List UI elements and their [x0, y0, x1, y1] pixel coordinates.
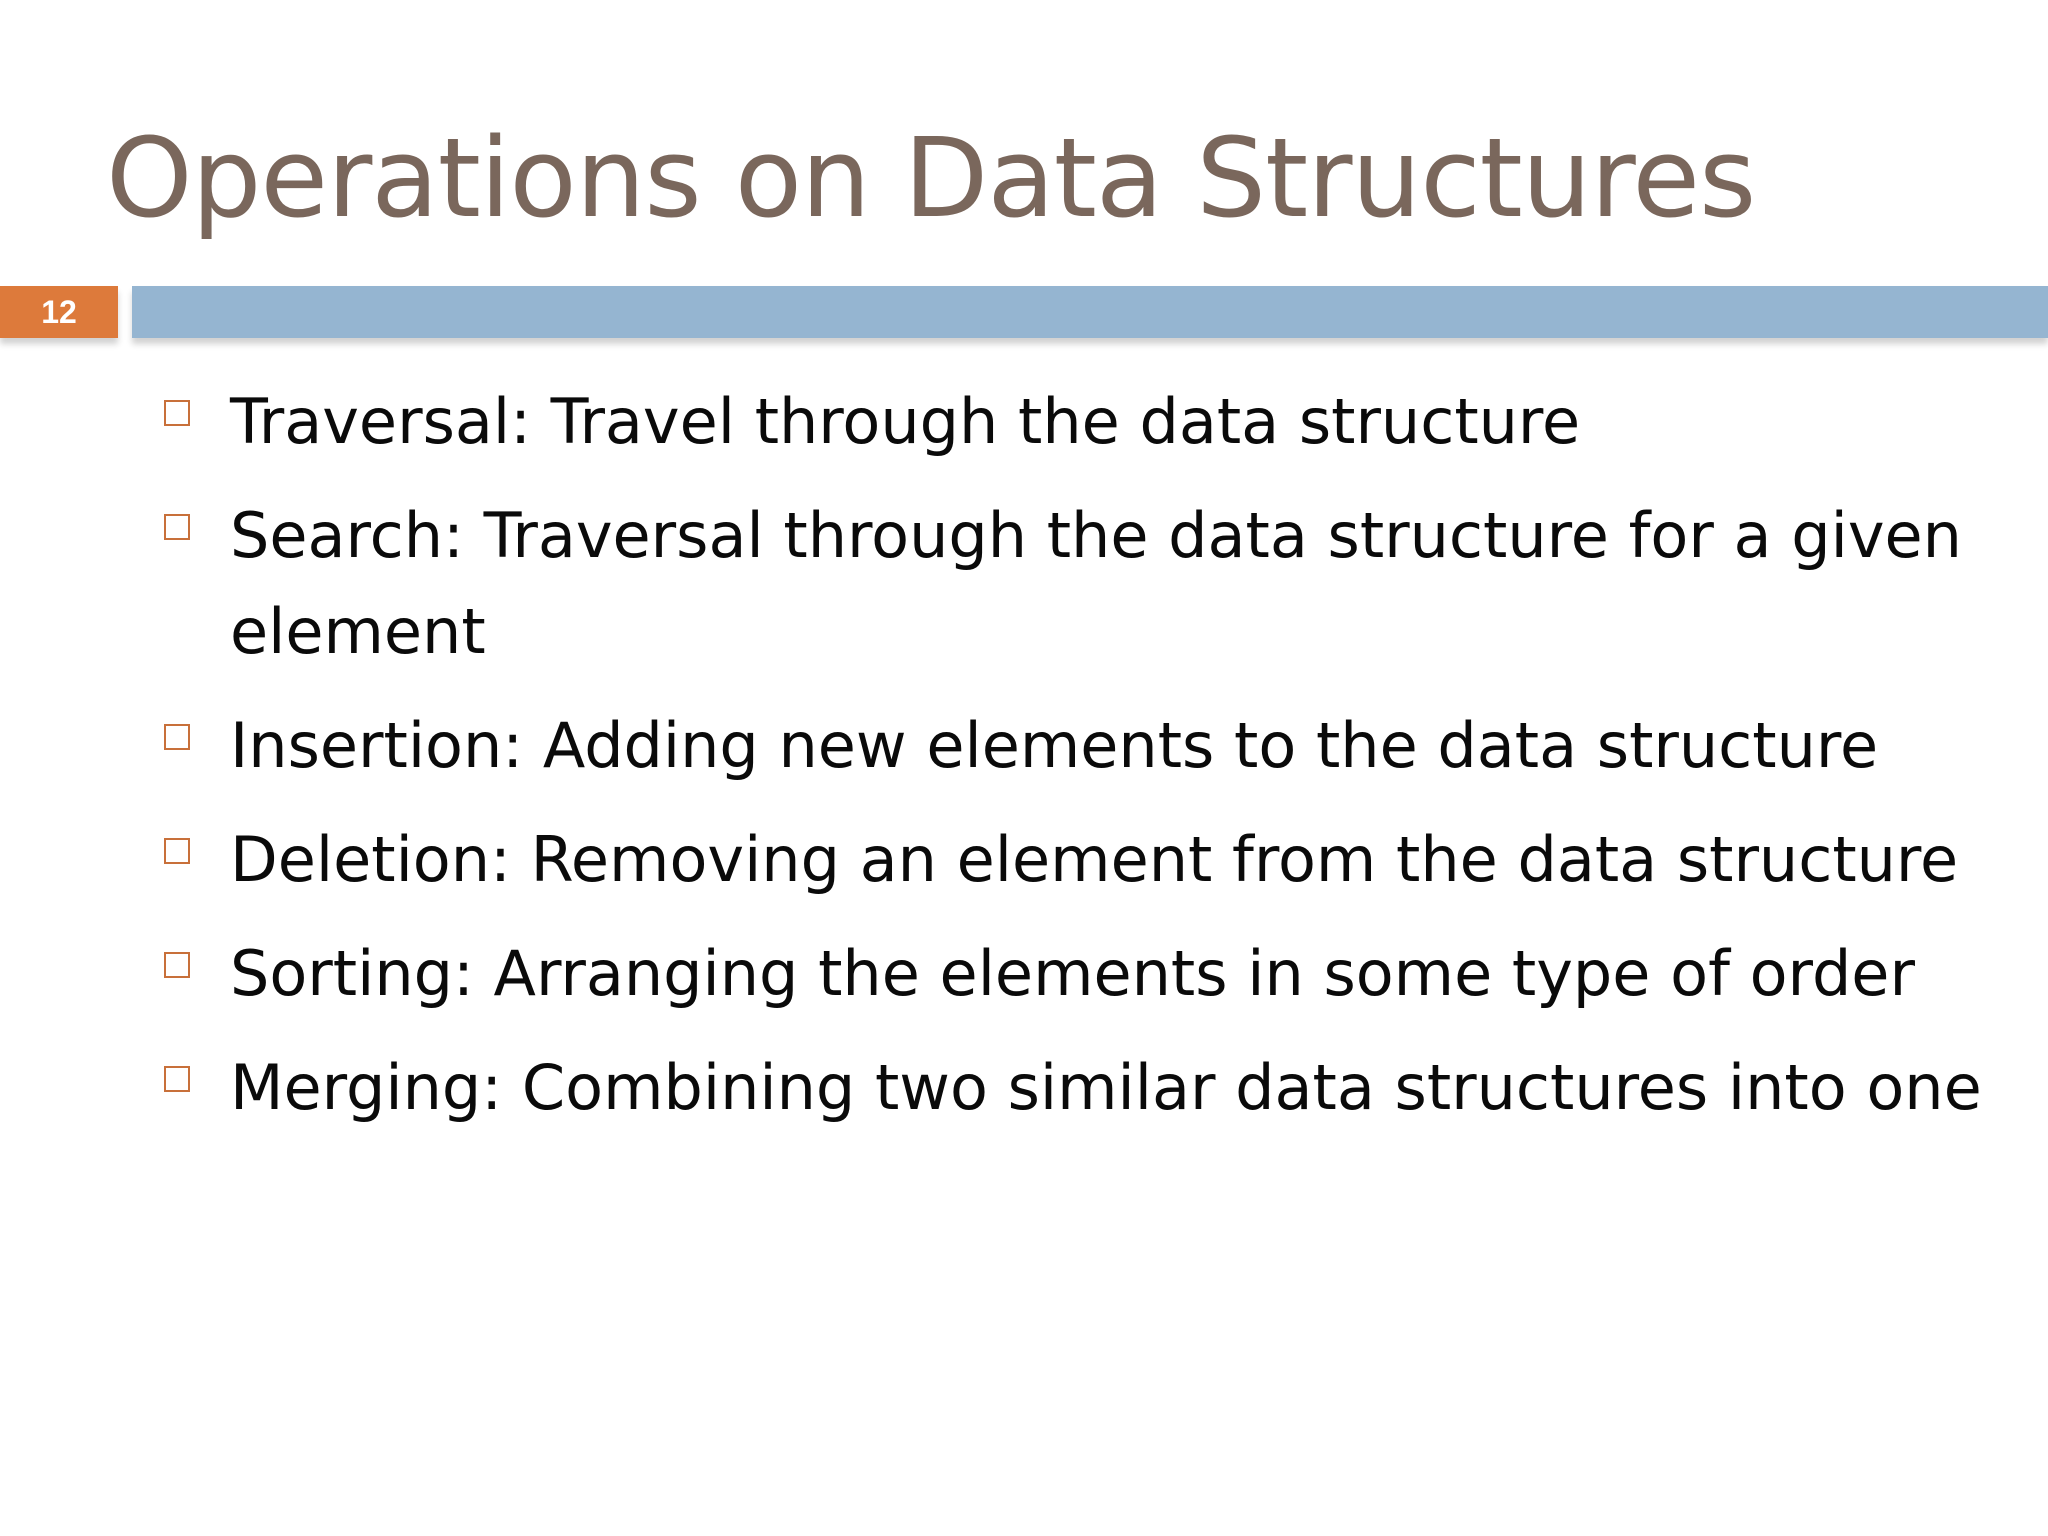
bullet-text: Sorting: Arranging the elements in some type of order: [230, 937, 1915, 1010]
bullet-text: Search: Traversal through the data structure for a given element: [230, 499, 1962, 668]
slide-title: Operations on Data Structures: [106, 114, 1756, 242]
bullet-text: Deletion: Removing an element from the data structure: [230, 823, 1959, 896]
bullet-text: Merging: Combining two similar data structures into one: [230, 1051, 1982, 1124]
hollow-square-bullet-icon: [164, 952, 190, 978]
bullet-item-traversal: [158, 374, 1998, 470]
hollow-square-bullet-icon: [164, 400, 190, 426]
bullet-text: Insertion: Adding new elements to the data structure: [230, 709, 1879, 782]
bullet-item-search: [158, 488, 1998, 680]
hollow-square-bullet-icon: [164, 514, 190, 540]
hollow-square-bullet-icon: [164, 838, 190, 864]
bullet-text: Traversal: Travel through the data structure: [230, 385, 1581, 458]
hollow-square-bullet-icon: [164, 724, 190, 750]
bullet-item-insertion: [158, 698, 1998, 794]
bullet-item-merging: [158, 1040, 1998, 1136]
hollow-square-bullet-icon: [164, 1066, 190, 1092]
bullet-item-deletion: [158, 812, 1998, 908]
bullet-list: [158, 374, 1998, 1154]
bullet-item-sorting: [158, 926, 1998, 1022]
title-divider-bar: [132, 286, 2048, 338]
slide-number-badge: 12: [0, 286, 118, 338]
